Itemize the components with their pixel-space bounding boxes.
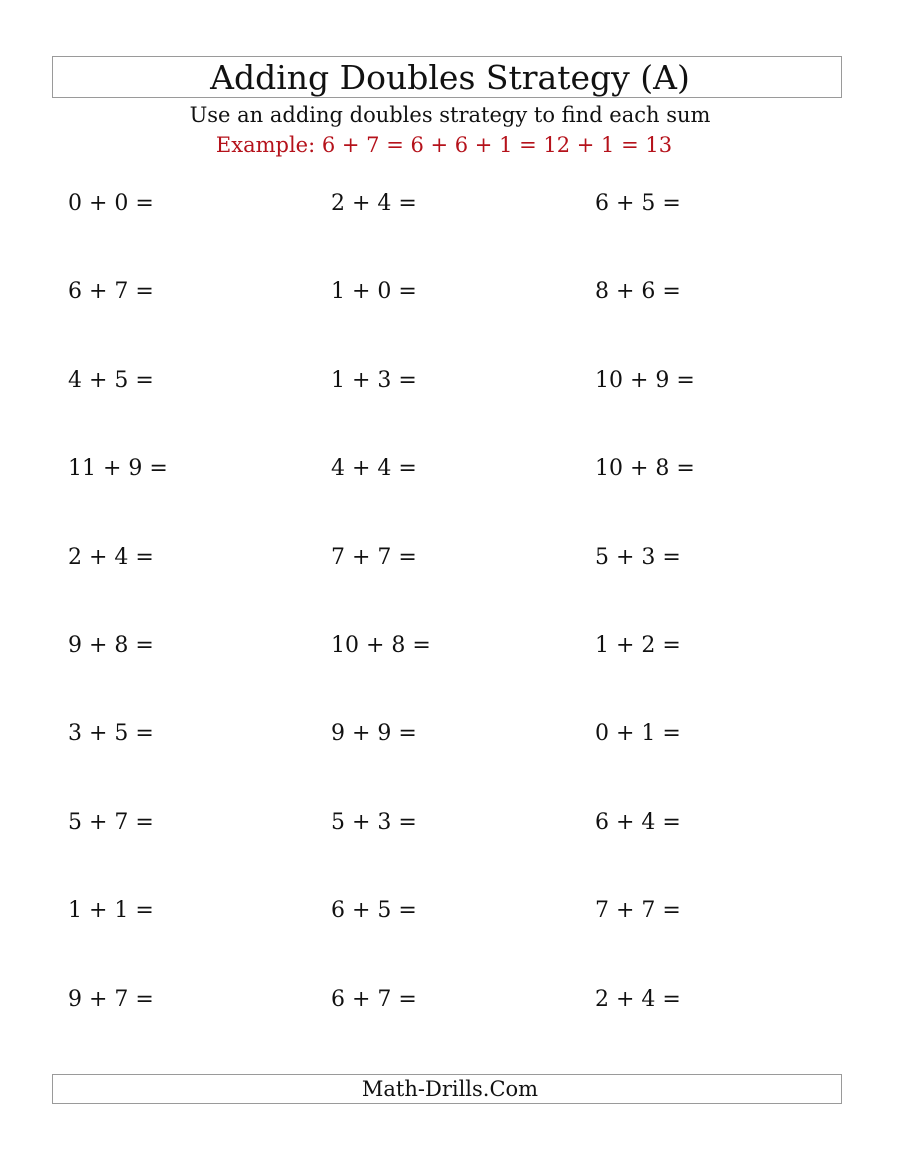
problem: 10 + 9 = <box>595 367 695 393</box>
footer-text: Math-Drills.Com <box>361 1077 539 1101</box>
problem: 1 + 0 = <box>331 279 417 305</box>
problem: 5 + 7 = <box>68 809 154 835</box>
problem: 3 + 5 = <box>68 721 154 747</box>
problem: 7 + 7 = <box>331 544 417 570</box>
problem: 8 + 6 = <box>595 279 681 305</box>
problem: 5 + 3 = <box>331 809 417 835</box>
problem: 2 + 4 = <box>68 544 154 570</box>
problem: 7 + 7 = <box>595 898 681 924</box>
problem: 9 + 7 = <box>68 986 154 1012</box>
problem: 6 + 5 = <box>331 898 417 924</box>
problem: 0 + 0 = <box>68 191 154 216</box>
problem: 9 + 8 = <box>68 632 154 658</box>
problem: 1 + 2 = <box>595 632 681 658</box>
problem: 1 + 3 = <box>331 367 417 393</box>
problem: 2 + 4 = <box>595 986 681 1012</box>
problem: 1 + 1 = <box>68 898 154 924</box>
problem: 4 + 5 = <box>68 367 154 393</box>
problem: 4 + 4 = <box>331 456 417 482</box>
problem: 6 + 7 = <box>68 279 154 305</box>
problem: 5 + 3 = <box>595 544 681 570</box>
worksheet-title: Adding Doubles Strategy (A) <box>210 58 690 97</box>
problem: 9 + 9 = <box>331 721 417 747</box>
problem: 6 + 7 = <box>331 986 417 1012</box>
example-text: Example: 6 + 7 = 6 + 6 + 1 = 12 + 1 = 13 <box>215 133 673 157</box>
instructions: Use an adding doubles strategy to find each sum <box>189 103 711 127</box>
problem-grid <box>68 188 848 1072</box>
problem: 10 + 8 = <box>331 632 431 658</box>
problem: 6 + 4 = <box>595 809 681 835</box>
problem: 6 + 5 = <box>595 191 681 216</box>
problem: 2 + 4 = <box>331 191 417 216</box>
problem: 0 + 1 = <box>595 721 681 747</box>
problem: 11 + 9 = <box>68 456 168 482</box>
problem: 10 + 8 = <box>595 456 695 482</box>
